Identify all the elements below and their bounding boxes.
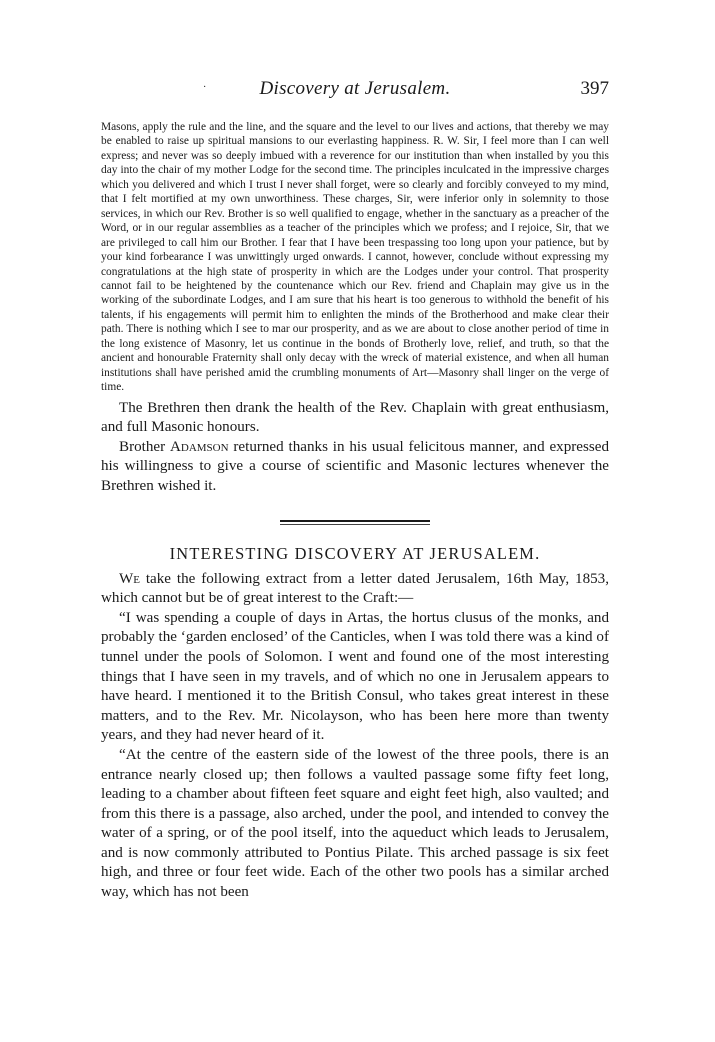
book-page: [101, 78, 609, 903]
report-paragraph-thanks: [101, 438, 609, 497]
report-rest: returned thanks in his usual felicitous manner, and expressed his willingness to give a course of scientific and Masonic lectures whenever the Brethren wished it.: [101, 438, 609, 494]
report-prefix: Brother: [119, 438, 170, 455]
double-rule: [280, 520, 430, 525]
header-dot: ·: [203, 82, 207, 93]
running-head: [101, 78, 609, 104]
letter-paragraph-1: “I was spending a couple of days in Artas, the hortus clusus of the monks, and probably the ‘garden enclosed’ of the Canticles, when I was told there was a kind of tunnel under the pools of Solomon. I went and found one of the most interesting things that I have seen in my travels, and of which no one in Jerusalem appears to have heard. I mentioned it to the British Consul, who takes great interest in these matters, and to the Rev. Mr. Nicolayson, who has been here more than twenty years, and they had never heard of it.: [101, 609, 609, 744]
article-intro: [101, 570, 609, 609]
article-heading: INTERESTING DISCOVERY AT JERUSALEM.: [169, 543, 541, 563]
intro-rest: take the following extract from a letter dated Jerusalem, 16th May, 1853, which cannot but be of great interest to the Craft:—: [101, 570, 609, 607]
thin-rule: [280, 524, 430, 525]
section-divider: [101, 520, 609, 525]
person-name: Adamson: [169, 438, 229, 455]
speech-paragraph: Masons, apply the rule and the line, and the square and the level to our lives and actions, that thereby we may be enabled to raise up spiritual mansions to our everlasting happiness. R. W. Sir, I feel more than I can well express; and never was so deeply imbued with a reverence for our institution than when installed by you this day into the chair of my mother Lodge for the second time. The principles inculcated in the impressive charges which you delivered and which I trust I never shall forget, were so clearly and forcibly conveyed to my mind, that I felt mortified at my own unworthiness. These charges, Sir, were inferior only in solemnity to those services, in which our Rev. Brother is so well qualified to engage, whether in the sanctuary as a preacher of the Word, or in our regular assemblies as a teacher of the principles which we profess; and I rejoice, Sir, that we are privileged to call him our Brother. I fear that I have been trespassing too long upon your patience, but by your kind forbearance I was unwittingly urged onwards. I cannot, however, conclude without expressing my congratulations at the high state of prosperity in which are the Lodges under your control. That prosperity cannot fail to be heightened by the countenance which our Rev. friend and Chaplain may give us in the working of the subordinate Lodges, and I am sure that his heart is too generous to withhold the benefit of his talents, if his engagements will permit him to enlighten the minds of the Brotherhood and make clear their path. There is nothing which I see to mar our prosperity, and as we are about to close another period of time in the long existence of Masonry, let us continue in the bonds of Brotherly love, relief, and truth, so that the ancient and honourable Fraternity shall only decay with the wreck of material existence, and when all human institutions shall have perished amid the crumbling monuments of Art—Masonry shall linger on the verge of time.: [101, 121, 609, 394]
intro-initial-word: We: [119, 570, 140, 587]
letter-paragraph-2: “At the centre of the eastern side of the lowest of the three pools, there is an entrance nearly closed up; then follows a vaulted passage some fifty feet long, leading to a chamber about fifteen feet square and eight feet high, also vaulted; and from this there is a passage, also arched, under the pool, and intended to convey the water of a spring, or of the pool itself, into the aqueduct which leads to Jerusalem, and is now commonly attributed to Pontius Pilate. This arched passage is six feet high, and three or four feet wide. Each of the other two pools has a similar arched way, which has not been: [101, 746, 609, 901]
thick-rule: [280, 520, 430, 522]
running-title: Discovery at Jerusalem.: [259, 78, 451, 99]
page-number: 397: [580, 78, 609, 99]
report-paragraph-health: The Brethren then drank the health of the Rev. Chaplain with great enthusiasm, and full Masonic honours.: [101, 399, 609, 436]
